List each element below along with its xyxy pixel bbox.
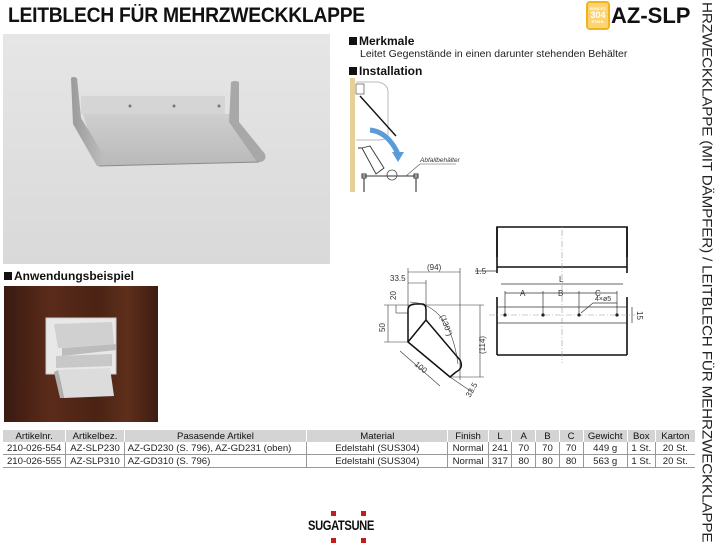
features-heading-text: Merkmale (359, 34, 415, 48)
dim-1-5: 1.5 (475, 267, 487, 276)
cell-material: Edelstahl (SUS304) (307, 455, 448, 468)
cell-a: 80 (512, 455, 536, 468)
example-heading-text: Anwendungsbeispiel (14, 269, 135, 283)
dim-33-5-bottom: 33.5 (463, 381, 480, 399)
cell-c: 80 (559, 455, 583, 468)
cell-artikelnr: 210-026-555 (3, 455, 66, 468)
cell-gewicht: 563 g (583, 455, 627, 468)
dim-94: (94) (427, 263, 442, 272)
cell-material: Edelstahl (SUS304) (307, 442, 448, 455)
installation-heading-text: Installation (359, 64, 423, 78)
dim-A: A (520, 289, 526, 298)
holes-label: 4×ø5 (595, 296, 612, 303)
col-b: B (536, 430, 560, 442)
dim-20: 20 (389, 291, 398, 300)
col-c: C (559, 430, 583, 442)
cell-passende-artikel: AZ-GD310 (S. 796) (124, 455, 307, 468)
installation-diagram (348, 78, 498, 192)
dim-C: C (595, 289, 601, 298)
cell-l: 317 (488, 455, 512, 468)
side-label-text: HRZWECKKLAPPE (MIT DÄMPFER) / LEITBLECH FÜR MEHRZWECKKLAPPE (698, 2, 715, 543)
badge-line-3: STAHL (591, 19, 605, 24)
col-box: Box (627, 430, 655, 442)
cell-karton: 20 St. (655, 442, 695, 455)
cell-artikelbez: AZ-SLP310 (66, 455, 124, 468)
logo-dot-icon (361, 511, 366, 516)
badge-line-1: EDELST. (589, 6, 607, 11)
front-view-drawing (475, 225, 645, 365)
dim-114: (114) (478, 335, 487, 354)
cell-l: 241 (488, 442, 512, 455)
table-row (3, 442, 695, 455)
cell-finish: Normal (448, 455, 488, 468)
col-gewicht: Gewicht (583, 430, 627, 442)
col-karton: Karton (655, 430, 695, 442)
deflector-plate-illustration (3, 34, 330, 264)
sugatsune-logo (305, 505, 385, 545)
cell-artikelnr: 210-026-554 (3, 442, 66, 455)
table-header-row (3, 430, 695, 442)
cell-c: 70 (559, 442, 583, 455)
cell-box: 1 St. (627, 442, 655, 455)
table-row (3, 455, 695, 468)
product-code: AZ-SLP (611, 3, 691, 28)
page-title: LEITBLECH FÜR MEHRZWECKKLAPPE (8, 4, 365, 27)
spec-table (3, 430, 695, 468)
product-photo (3, 34, 330, 264)
dim-L: L (559, 275, 564, 284)
cell-finish: Normal (448, 442, 488, 455)
col-artikelbez: Artikelbez. (66, 430, 124, 442)
bullet-square-icon (349, 67, 357, 75)
features-text: Leitet Gegenstände in einen darunter stehenden Behälter (360, 48, 628, 60)
col-passende-artikel: Pasasende Artikel (124, 430, 307, 442)
dim-50: 50 (378, 323, 387, 332)
col-a: A (512, 430, 536, 442)
dim-100: 100 (412, 359, 429, 376)
col-l: L (488, 430, 512, 442)
cell-b: 70 (536, 442, 560, 455)
installation-heading (349, 64, 422, 78)
col-material: Material (307, 430, 448, 442)
cell-a: 70 (512, 442, 536, 455)
cell-gewicht: 449 g (583, 442, 627, 455)
dim-B: B (558, 289, 564, 298)
dim-15: 15 (635, 311, 644, 320)
bullet-square-icon (4, 272, 12, 280)
dim-130: (130°) (438, 313, 455, 338)
cell-b: 80 (536, 455, 560, 468)
cell-box: 1 St. (627, 455, 655, 468)
col-artikelnr: Artikelnr. (3, 430, 66, 442)
logo-dot-icon (331, 538, 336, 543)
callout-label: Abfallbehälter (420, 157, 460, 164)
application-photo (4, 286, 158, 422)
features-heading (349, 34, 414, 48)
side-label (697, 2, 719, 550)
cell-artikelbez: AZ-SLP230 (66, 442, 124, 455)
cell-passende-artikel: AZ-GD230 (S. 796), AZ-GD231 (oben) (124, 442, 307, 455)
bullet-square-icon (349, 37, 357, 45)
logo-dot-icon (361, 538, 366, 543)
logo-text: SUGATSUNE (308, 517, 374, 533)
example-heading (4, 269, 134, 283)
dim-33-5-top: 33.5 (390, 274, 406, 283)
cell-karton: 20 St. (655, 455, 695, 468)
logo-dot-icon (331, 511, 336, 516)
badge-line-2: 304 (590, 10, 606, 20)
steel-304-badge-icon (586, 1, 610, 30)
col-finish: Finish (448, 430, 488, 442)
